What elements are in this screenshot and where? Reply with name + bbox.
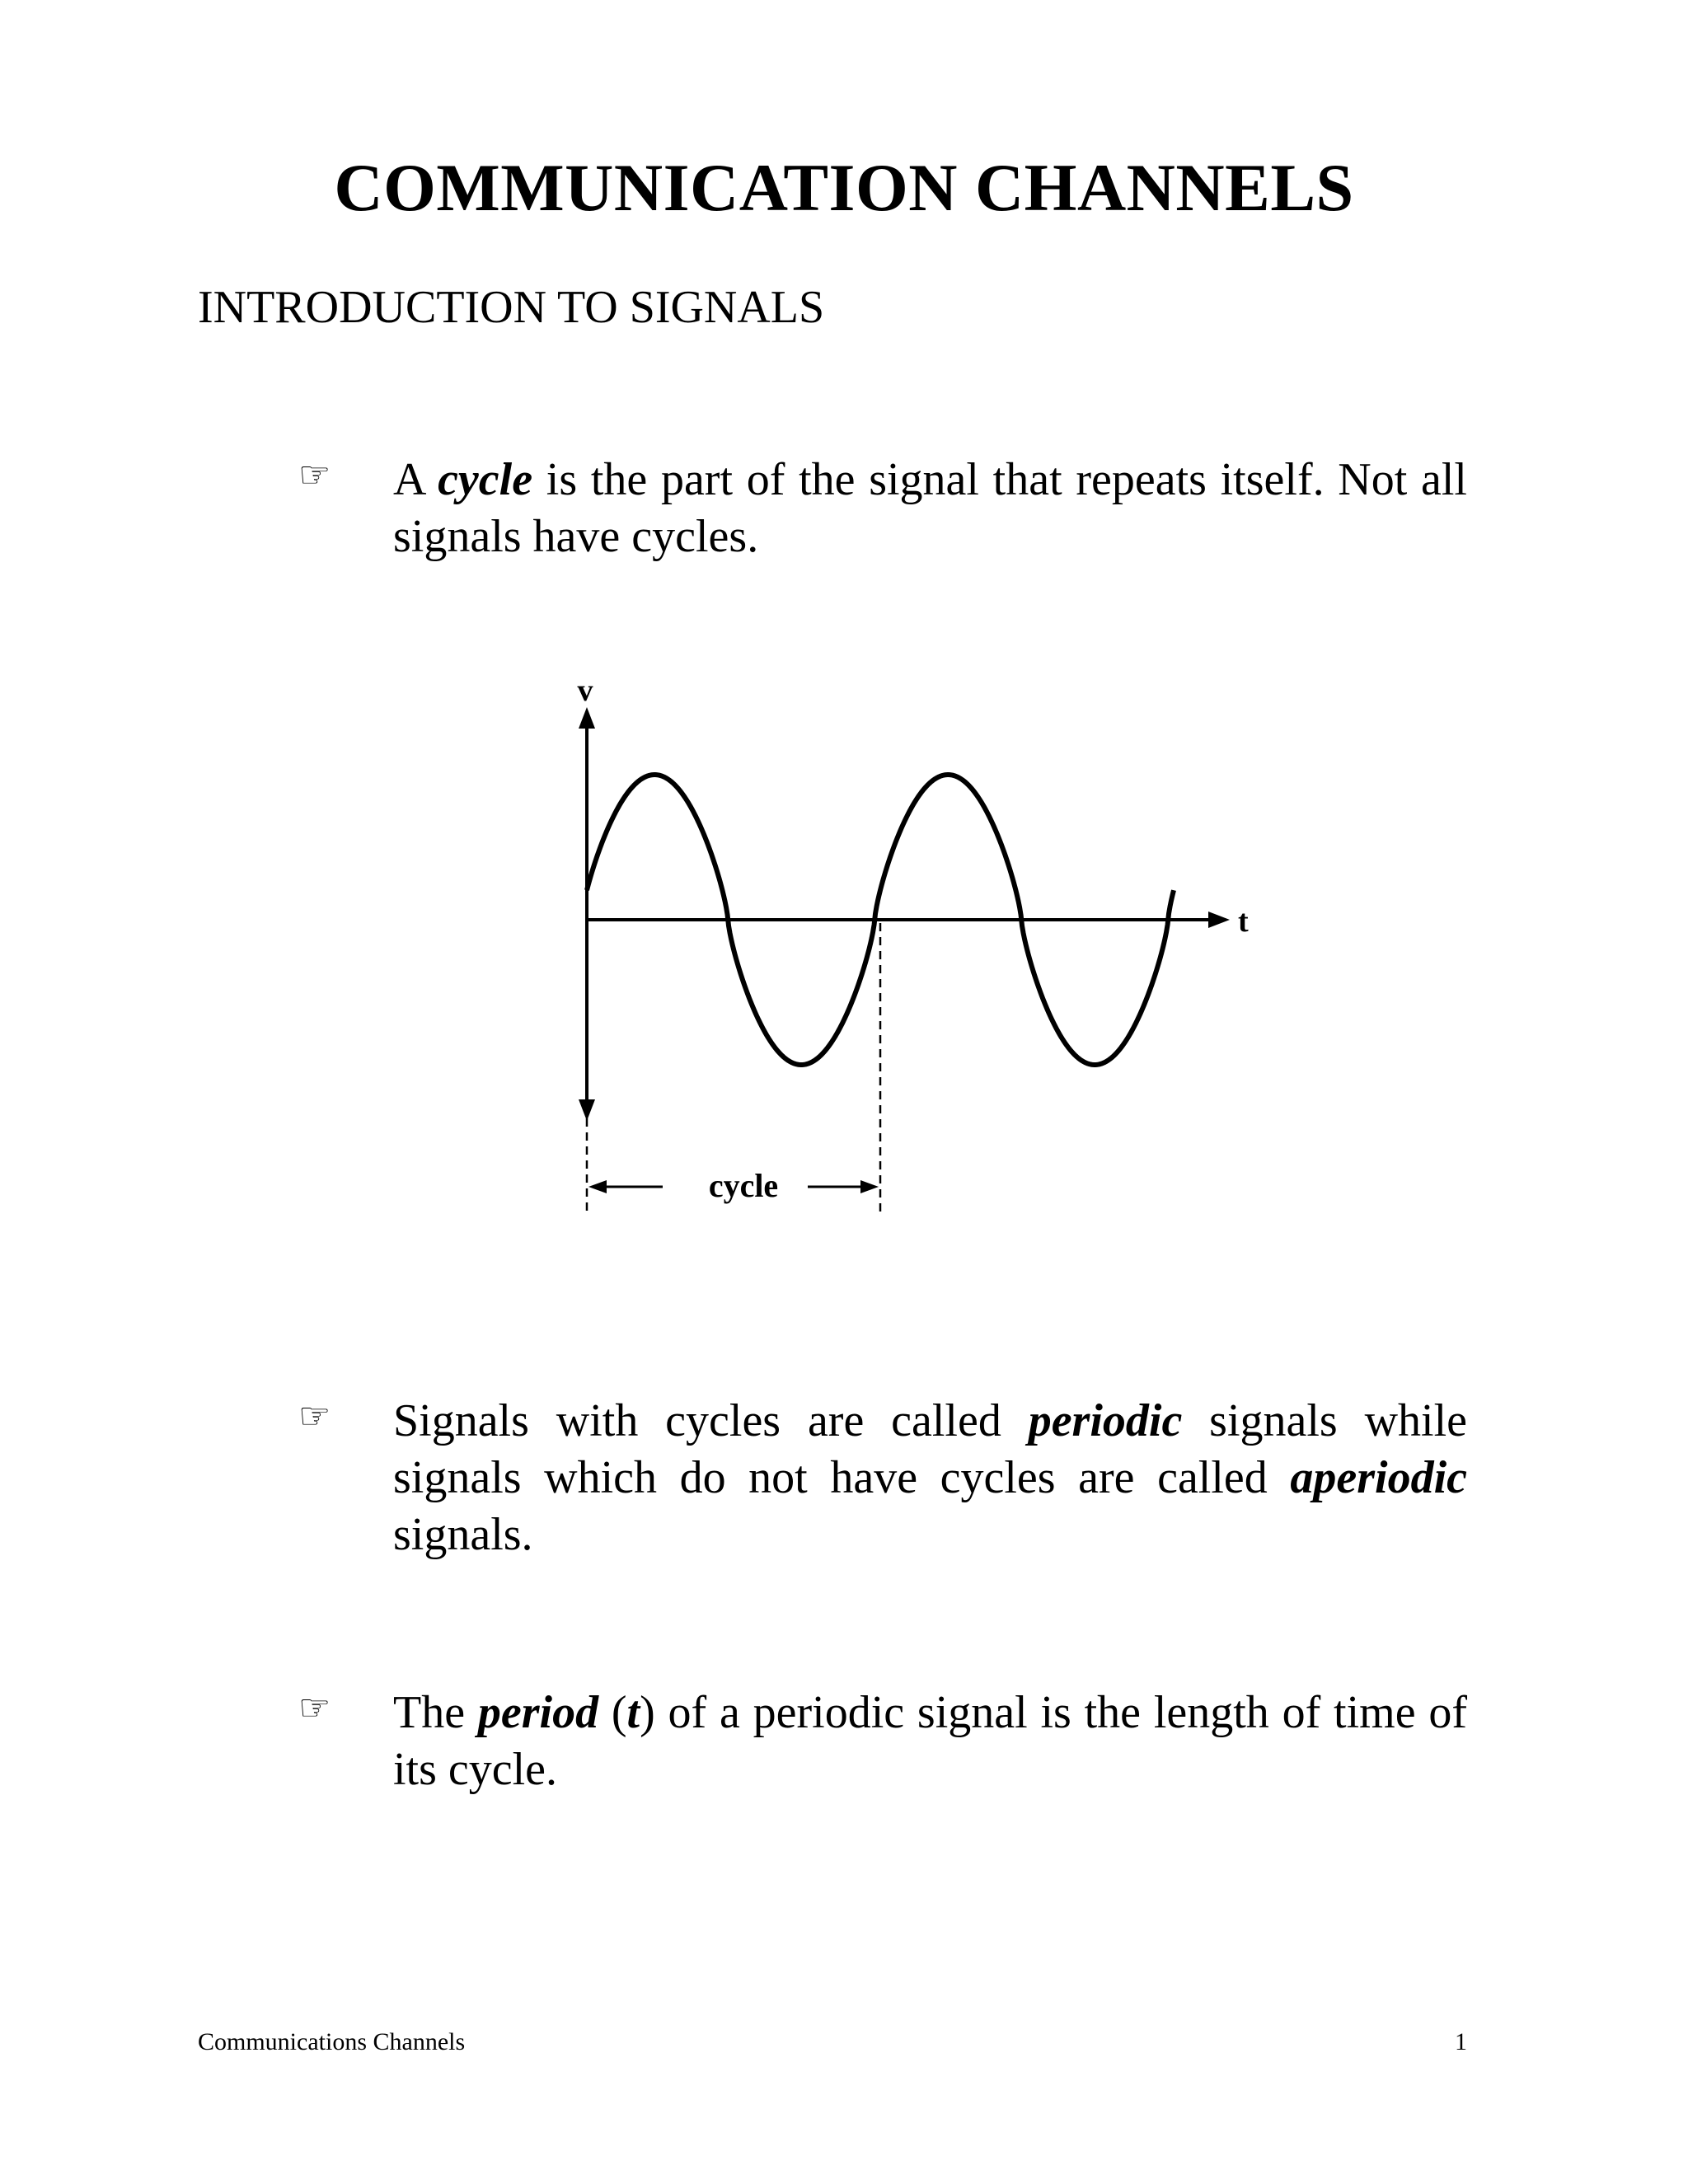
cycle-left-arrowhead [588, 1180, 607, 1193]
bullet-text-run: Signals with cycles are called [393, 1395, 1029, 1446]
x-axis-arrowhead [1208, 912, 1230, 928]
x-axis-label: t [1238, 904, 1249, 939]
emphasized-term: cycle [438, 454, 533, 505]
bullet-text-run: signals while signals which do not have cycles are called [393, 1395, 1467, 1503]
cycle-right-arrowhead [860, 1180, 879, 1193]
bullet-text [393, 1393, 1467, 1563]
page-title: COMMUNICATION CHANNELS [334, 150, 1354, 225]
bullet-text-run: ) of a periodic signal is the length of time of its cycle. [393, 1687, 1467, 1795]
y-axis-label: v [577, 676, 593, 708]
bullet-text-run: signals. [393, 1509, 533, 1560]
pointing-hand-icon: ☞ [298, 1395, 331, 1437]
bullet-text-run: A [393, 454, 438, 505]
y-axis-up-arrowhead [579, 707, 595, 729]
bullet-text-run: is the part of the signal that repeats itself. Not all signals have cycles. [393, 454, 1467, 562]
emphasized-term: aperiodic [1290, 1452, 1467, 1503]
emphasized-term: period [477, 1687, 599, 1738]
emphasized-term: t [626, 1687, 640, 1738]
pointing-hand-icon: ☞ [298, 454, 331, 496]
bullet-text [393, 452, 1467, 565]
pointing-hand-icon: ☞ [298, 1687, 331, 1729]
bullet-text-run: ( [598, 1687, 627, 1738]
cycle-label: cycle [708, 1167, 779, 1204]
footer-title: Communications Channels [198, 2028, 466, 2055]
emphasized-term: periodic [1028, 1395, 1183, 1446]
page-number: 1 [1455, 2028, 1467, 2055]
sine-wave-figure [528, 676, 1269, 1253]
section-heading: INTRODUCTION TO SIGNALS [198, 282, 825, 333]
sine-wave-diagram [528, 676, 1269, 1253]
bullet-text [393, 1685, 1467, 1798]
bullet-text-run: The [393, 1687, 478, 1738]
